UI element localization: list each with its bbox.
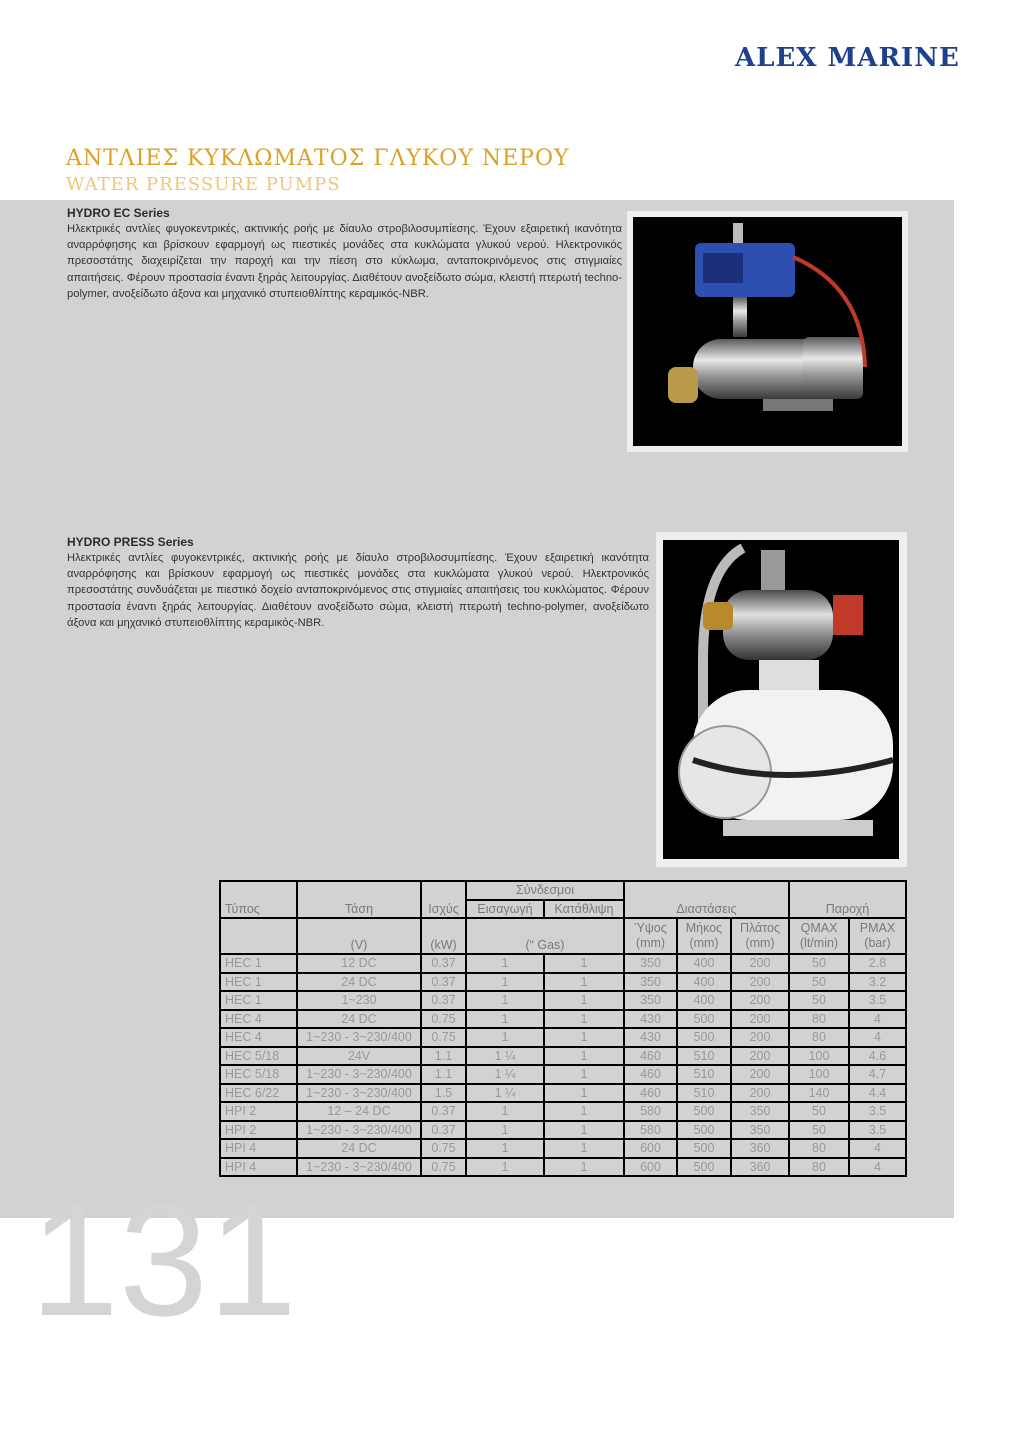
cell-outlet: 1 [544, 1084, 624, 1103]
cell-outlet: 1 [544, 1121, 624, 1140]
cell-power: 1.5 [421, 1084, 466, 1103]
cell-outlet: 1 [544, 973, 624, 992]
cell-height: 430 [624, 1028, 677, 1047]
cell-length: 500 [677, 1102, 731, 1121]
cell-length: 500 [677, 1139, 731, 1158]
cell-inlet: 1 [466, 991, 544, 1010]
table-row [220, 1010, 906, 1029]
cell-voltage: 1~230 - 3~230/400 [297, 1065, 421, 1084]
cell-outlet: 1 [544, 1010, 624, 1029]
cell-power: 0.75 [421, 1010, 466, 1029]
cell-power: 0.37 [421, 954, 466, 973]
cell-type: HEC 6/22 [220, 1084, 297, 1103]
cell-height: 580 [624, 1102, 677, 1121]
cell-width: 360 [731, 1158, 789, 1177]
cell-inlet: 1 [466, 1010, 544, 1029]
page-title-english: WATER PRESSURE PUMPS [66, 174, 341, 195]
cell-voltage: 1~230 - 3~230/400 [297, 1028, 421, 1047]
cell-inlet: 1 [466, 954, 544, 973]
section-title-hydro-press: HYDRO PRESS Series [67, 535, 194, 549]
cell-height: 580 [624, 1121, 677, 1140]
header-outlet: Κατάθλιψη [544, 900, 624, 919]
table-row [220, 1028, 906, 1047]
brand-name: ALEX MARINE [735, 43, 960, 73]
cell-qmax: 50 [789, 973, 849, 992]
units-power: (kW) [421, 918, 466, 954]
cell-type: HPI 4 [220, 1139, 297, 1158]
cell-width: 200 [731, 954, 789, 973]
cell-voltage: 24 DC [297, 1010, 421, 1029]
cell-outlet: 1 [544, 1065, 624, 1084]
cell-width: 200 [731, 1084, 789, 1103]
cell-outlet: 1 [544, 954, 624, 973]
cell-type: HPI 2 [220, 1102, 297, 1121]
units-voltage: (V) [297, 918, 421, 954]
cell-length: 400 [677, 973, 731, 992]
header-dimensions: Διαστάσεις [624, 881, 789, 918]
cell-voltage: 1~230 - 3~230/400 [297, 1084, 421, 1103]
cell-pmax: 4 [849, 1028, 906, 1047]
cell-length: 500 [677, 1158, 731, 1177]
cell-length: 510 [677, 1047, 731, 1066]
cell-pmax: 4 [849, 1158, 906, 1177]
cell-height: 350 [624, 954, 677, 973]
cell-inlet: 1 [466, 1028, 544, 1047]
cell-qmax: 50 [789, 991, 849, 1010]
cell-type: HEC 1 [220, 954, 297, 973]
cell-voltage: 24 DC [297, 973, 421, 992]
hydro-ec-pump-illustration [633, 217, 902, 446]
cell-width: 360 [731, 1139, 789, 1158]
specifications-table [219, 880, 907, 1177]
units-connections: (“ Gas) [466, 918, 624, 954]
cell-height: 600 [624, 1139, 677, 1158]
cell-qmax: 100 [789, 1047, 849, 1066]
cell-outlet: 1 [544, 1139, 624, 1158]
cell-voltage: 1~230 - 3~230/400 [297, 1158, 421, 1177]
cell-height: 600 [624, 1158, 677, 1177]
units-height: Ύψος (mm) [624, 918, 677, 954]
header-type: Τύπος [220, 881, 297, 918]
table-row [220, 954, 906, 973]
cell-type: HEC 5/18 [220, 1065, 297, 1084]
cell-height: 430 [624, 1010, 677, 1029]
cell-qmax: 50 [789, 1102, 849, 1121]
page-number: 131 [30, 1170, 297, 1349]
cell-type: HEC 1 [220, 991, 297, 1010]
units-qmax: QMAX (lt/min) [789, 918, 849, 954]
cell-length: 500 [677, 1010, 731, 1029]
cell-pmax: 3.2 [849, 973, 906, 992]
section-title-hydro-ec: HYDRO EC Series [67, 206, 170, 220]
cell-pmax: 3.5 [849, 1102, 906, 1121]
units-length: Μήκος (mm) [677, 918, 731, 954]
cell-qmax: 80 [789, 1158, 849, 1177]
cell-voltage: 1~230 - 3~230/400 [297, 1121, 421, 1140]
cell-width: 200 [731, 1065, 789, 1084]
table-header-row [220, 881, 906, 900]
cell-type: HPI 4 [220, 1158, 297, 1177]
cell-power: 0.75 [421, 1028, 466, 1047]
table-row [220, 1158, 906, 1177]
table-row [220, 1121, 906, 1140]
cell-length: 500 [677, 1028, 731, 1047]
cell-qmax: 100 [789, 1065, 849, 1084]
cell-width: 200 [731, 973, 789, 992]
cell-length: 500 [677, 1121, 731, 1140]
cell-width: 200 [731, 1047, 789, 1066]
cell-qmax: 50 [789, 1121, 849, 1140]
cell-outlet: 1 [544, 1102, 624, 1121]
cell-pmax: 4.7 [849, 1065, 906, 1084]
cell-voltage: 24 DC [297, 1139, 421, 1158]
cell-inlet: 1 [466, 1158, 544, 1177]
brand-logo [727, 30, 960, 86]
section-body-hydro-ec: Ηλεκτρικές αντλίες φυγοκεντρικές, ακτινικής ροής με δίαυλο στροβιλοσυμπίεσης. Έχουν εξαιρετική ικανότητα αναρρόφησης και βρίσκουν εφαρμογή ως πιεστικές μονάδες στα κυκλώματα γλυκού νερού. Ηλεκτρονικός πρεσοστάτης διαχειρίζεται την παροχή και την πίεση στο κύκλωμα, ανταποκρινόμενος στις στιγμιαίες απαιτήσεις. Φέρουν προστασία έναντι ξηράς λειτουργίας. Διαθέτουν ανοξείδωτο σώμα, κλειστή πτερωτή techno-polymer, ανοξείδωτο άξονα και μηχανικό στυπειοθλίπτης κεραμικός-NBR. [67, 223, 622, 300]
section-body-hydro-press: Ηλεκτρικές αντλίες φυγοκεντρικές, ακτινικής ροής με δίαυλο στροβιλοσυμπίεσης. Έχουν εξαιρετική ικανότητα αναρρόφησης και βρίσκουν εφαρμογή ως πιεστικές μονάδες στα κυκλώματα γλυκού νερού. Ηλεκτρονικός πρεσοστάτης συνδυάζεται με πιεστικό δοχείο ανταποκρινόμενος στις στιγμιαίες απαιτήσεις του κυκλώματος. Φέρουν προστασία έναντι ξηράς λειτουργίας. Διαθέτουν ανοξείδωτο σώμα, κλειστή πτερωτή techno-polymer, ανοξείδωτο άξονα και μηχανικό στυπειοθλίπτης κεραμικός-NBR. [67, 552, 649, 629]
cell-height: 460 [624, 1065, 677, 1084]
table-row [220, 1084, 906, 1103]
cell-width: 200 [731, 1028, 789, 1047]
cell-power: 1.1 [421, 1065, 466, 1084]
header-flow: Παροχή [789, 881, 906, 918]
cell-power: 0.75 [421, 1139, 466, 1158]
cell-power: 0.37 [421, 973, 466, 992]
table-row [220, 991, 906, 1010]
cell-outlet: 1 [544, 1047, 624, 1066]
cell-pmax: 2.8 [849, 954, 906, 973]
cell-length: 400 [677, 991, 731, 1010]
header-inlet: Εισαγωγή [466, 900, 544, 919]
cell-qmax: 80 [789, 1010, 849, 1029]
cell-length: 400 [677, 954, 731, 973]
units-width: Πλάτος (mm) [731, 918, 789, 954]
table-row [220, 1065, 906, 1084]
cell-qmax: 50 [789, 954, 849, 973]
cell-width: 200 [731, 991, 789, 1010]
table-row [220, 1139, 906, 1158]
cell-width: 350 [731, 1121, 789, 1140]
cell-power: 0.37 [421, 1121, 466, 1140]
cell-inlet: 1 ¼ [466, 1047, 544, 1066]
cell-voltage: 12 – 24 DC [297, 1102, 421, 1121]
hydro-ec-photo [627, 211, 908, 452]
cell-qmax: 140 [789, 1084, 849, 1103]
cell-inlet: 1 ¼ [466, 1084, 544, 1103]
header-power: Ισχύς [421, 881, 466, 918]
cell-length: 510 [677, 1065, 731, 1084]
header-connections: Σύνδεσμοι [466, 881, 624, 900]
cell-type: HEC 1 [220, 973, 297, 992]
cell-power: 1.1 [421, 1047, 466, 1066]
cell-width: 350 [731, 1102, 789, 1121]
cell-power: 0.37 [421, 991, 466, 1010]
cell-pmax: 4.6 [849, 1047, 906, 1066]
cell-inlet: 1 [466, 1121, 544, 1140]
cell-type: HPI 2 [220, 1121, 297, 1140]
hydro-press-photo [656, 532, 907, 867]
cell-inlet: 1 [466, 1102, 544, 1121]
cell-pmax: 3.5 [849, 1121, 906, 1140]
cell-inlet: 1 [466, 973, 544, 992]
cell-power: 0.75 [421, 1158, 466, 1177]
cell-inlet: 1 ¼ [466, 1065, 544, 1084]
cell-type: HEC 5/18 [220, 1047, 297, 1066]
cell-outlet: 1 [544, 1158, 624, 1177]
units-type [220, 918, 297, 954]
header-voltage: Τάση [297, 881, 421, 918]
cell-voltage: 1~230 [297, 991, 421, 1010]
cell-height: 460 [624, 1047, 677, 1066]
cell-outlet: 1 [544, 991, 624, 1010]
table-units-row [220, 918, 906, 954]
cell-height: 350 [624, 991, 677, 1010]
cell-voltage: 24V [297, 1047, 421, 1066]
units-pmax: PMAX (bar) [849, 918, 906, 954]
page-title-greek: ΑΝΤΛΙΕΣ ΚΥΚΛΩΜΑΤΟΣ ΓΛΥΚΟΥ ΝΕΡΟΥ [66, 146, 570, 171]
cell-qmax: 80 [789, 1139, 849, 1158]
table-body [220, 954, 906, 1176]
cell-length: 510 [677, 1084, 731, 1103]
cell-outlet: 1 [544, 1028, 624, 1047]
cell-pmax: 4 [849, 1010, 906, 1029]
cell-height: 350 [624, 973, 677, 992]
cell-type: HEC 4 [220, 1010, 297, 1029]
cell-pmax: 4.4 [849, 1084, 906, 1103]
cell-type: HEC 4 [220, 1028, 297, 1047]
cell-width: 200 [731, 1010, 789, 1029]
hydro-press-pump-illustration [663, 540, 899, 859]
cell-voltage: 12 DC [297, 954, 421, 973]
cell-pmax: 3.5 [849, 991, 906, 1010]
table-row [220, 1102, 906, 1121]
cell-height: 460 [624, 1084, 677, 1103]
table-row [220, 973, 906, 992]
table-row [220, 1047, 906, 1066]
cell-inlet: 1 [466, 1139, 544, 1158]
cell-qmax: 80 [789, 1028, 849, 1047]
cell-pmax: 4 [849, 1139, 906, 1158]
cell-power: 0.37 [421, 1102, 466, 1121]
